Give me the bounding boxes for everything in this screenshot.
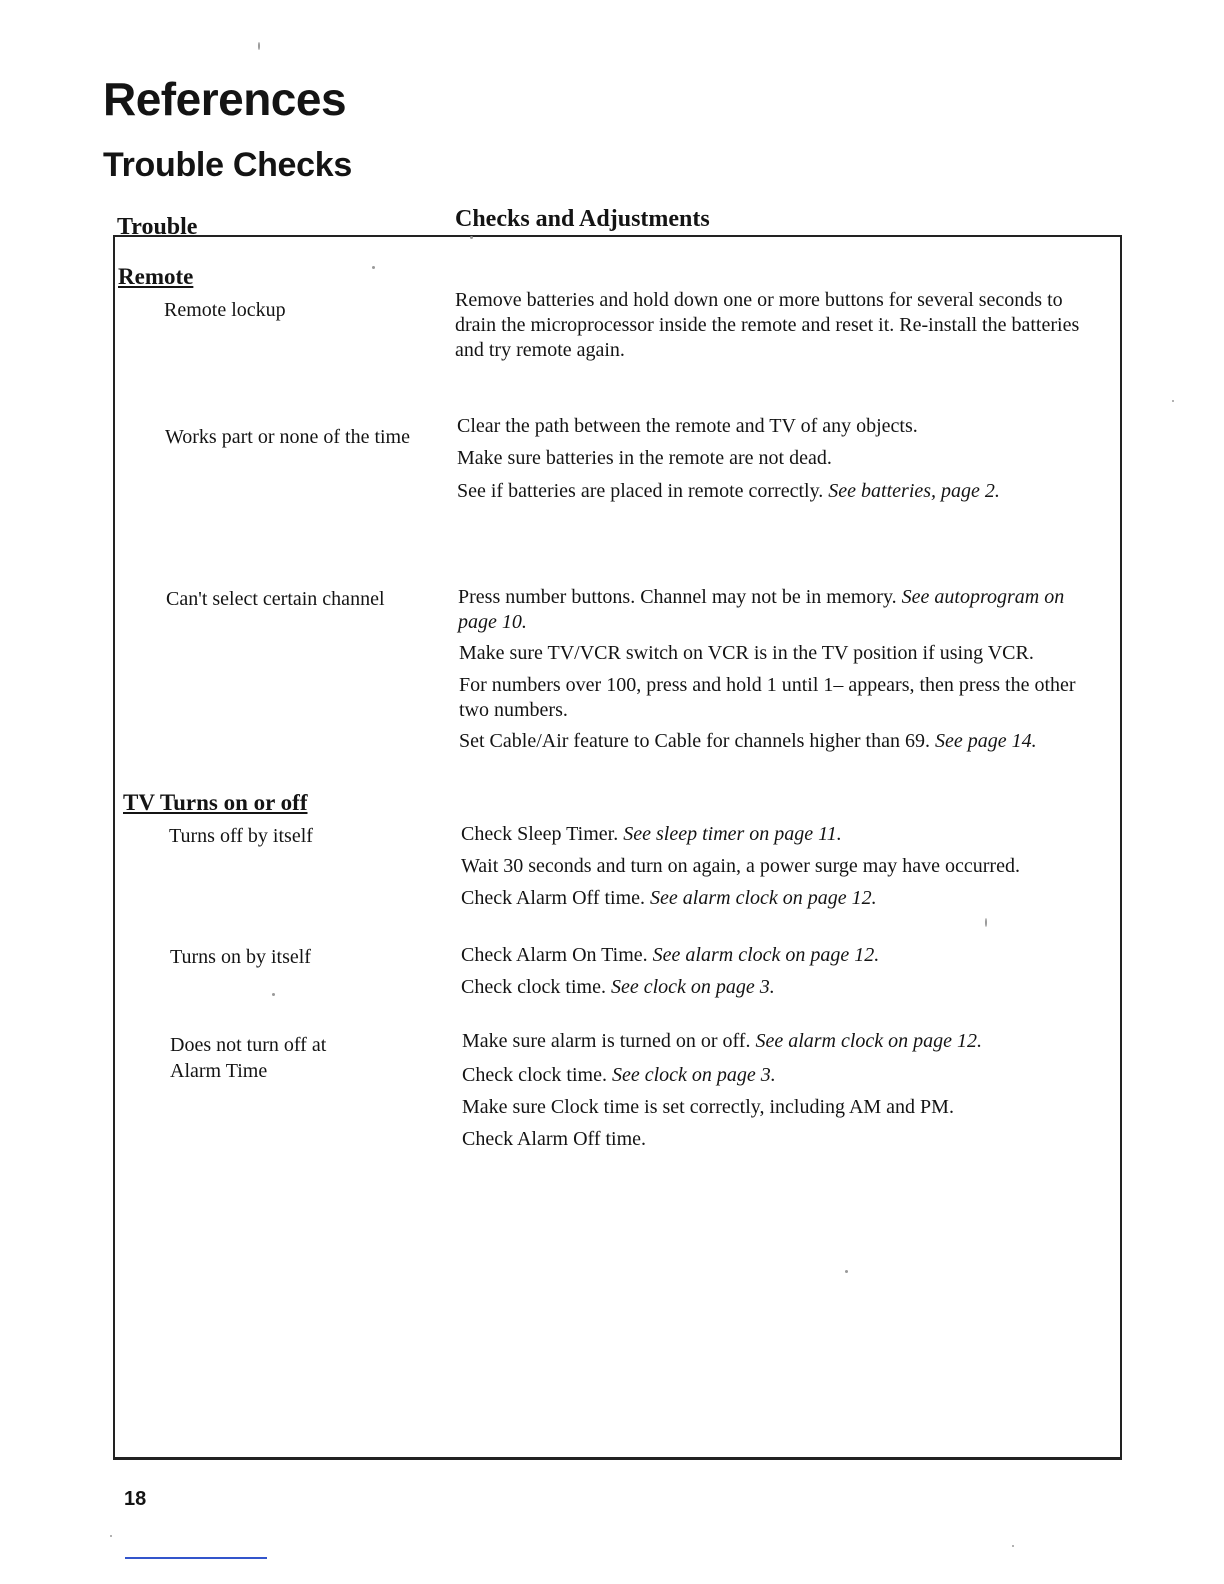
check-item [457, 479, 1107, 504]
check-text: Make sure batteries in the remote are not dead. [457, 447, 832, 469]
check-item [459, 641, 1109, 666]
page-subtitle: Trouble Checks [103, 146, 352, 184]
trouble-no-turn-off-alarm: Does not turn off at Alarm Time [170, 1034, 327, 1082]
check-text: For numbers over 100, press and hold 1 until 1– appears, then press the other two numbers. [459, 674, 1076, 721]
check-text: Check clock time. [462, 1064, 607, 1086]
check-text: Remove batteries and hold down one or more buttons for several seconds to drain the microprocessor inside the remote and reset it. Re-install the batteries and try remote again. [455, 289, 1080, 361]
check-text: Press number buttons. Channel may not be in memory. [458, 586, 897, 608]
trouble-turns-off: Turns off by itself [169, 825, 313, 847]
check-text: Set Cable/Air feature to Cable for channels higher than 69. [459, 730, 930, 752]
check-item [457, 446, 1107, 471]
check-item [459, 673, 1109, 723]
check-item [455, 288, 1105, 363]
footer-rule [125, 1557, 267, 1559]
check-text: Make sure Clock time is set correctly, including AM and PM. [462, 1096, 954, 1118]
check-reference: See page 14. [934, 730, 1037, 752]
check-item [459, 729, 1109, 754]
check-item [461, 975, 1111, 1000]
check-item [457, 414, 1107, 439]
check-reference: See clock on page 3. [610, 976, 775, 998]
column-header-checks: Checks and Adjustments [455, 206, 710, 232]
trouble-works-part: Works part or none of the time [165, 426, 410, 448]
check-item [461, 822, 1111, 847]
check-text: Check Alarm On Time. [461, 944, 648, 966]
column-header-trouble: Trouble [117, 214, 198, 240]
check-text: See if batteries are placed in remote correctly. [457, 480, 824, 502]
check-reference: See alarm clock on page 12. [755, 1030, 983, 1052]
check-item [462, 1095, 1112, 1120]
check-reference: See alarm clock on page 12. [650, 887, 877, 909]
trouble-turns-on: Turns on by itself [170, 946, 311, 968]
check-text: Check Sleep Timer. [461, 823, 619, 845]
page-title: References [103, 73, 347, 125]
check-item [458, 585, 1108, 635]
check-item [461, 943, 1111, 968]
check-text: Check Alarm Off time. [462, 1128, 647, 1150]
check-text: Clear the path between the remote and TV of any objects. [457, 415, 918, 437]
check-reference: See alarm clock on page 12. [652, 944, 880, 966]
check-text: Check clock time. [461, 976, 606, 998]
trouble-cant-select-channel: Can't select certain channel [166, 588, 385, 610]
check-item [462, 1127, 1112, 1152]
check-reference: See sleep timer on page 11. [623, 823, 842, 845]
section-heading-tv-turns: TV Turns on or off [123, 790, 308, 815]
check-text: Make sure alarm is turned on or off. [462, 1030, 751, 1052]
check-item [461, 886, 1111, 911]
check-reference: See batteries, page 2. [828, 480, 1000, 502]
check-text: Check Alarm Off time. [461, 887, 646, 909]
trouble-remote-lockup: Remote lockup [164, 299, 286, 321]
check-reference: See autoprogram on page 10. [458, 586, 1065, 633]
check-text: Wait 30 seconds and turn on again, a power surge may have occurred. [461, 855, 1020, 877]
check-reference: See clock on page 3. [611, 1064, 776, 1086]
page-number: 18 [124, 1488, 147, 1510]
check-item [462, 1029, 1112, 1054]
check-item [462, 1063, 1112, 1088]
check-item [461, 854, 1121, 879]
section-heading-remote: Remote [118, 264, 194, 289]
check-text: Make sure TV/VCR switch on VCR is in the TV position if using VCR. [459, 642, 1034, 664]
